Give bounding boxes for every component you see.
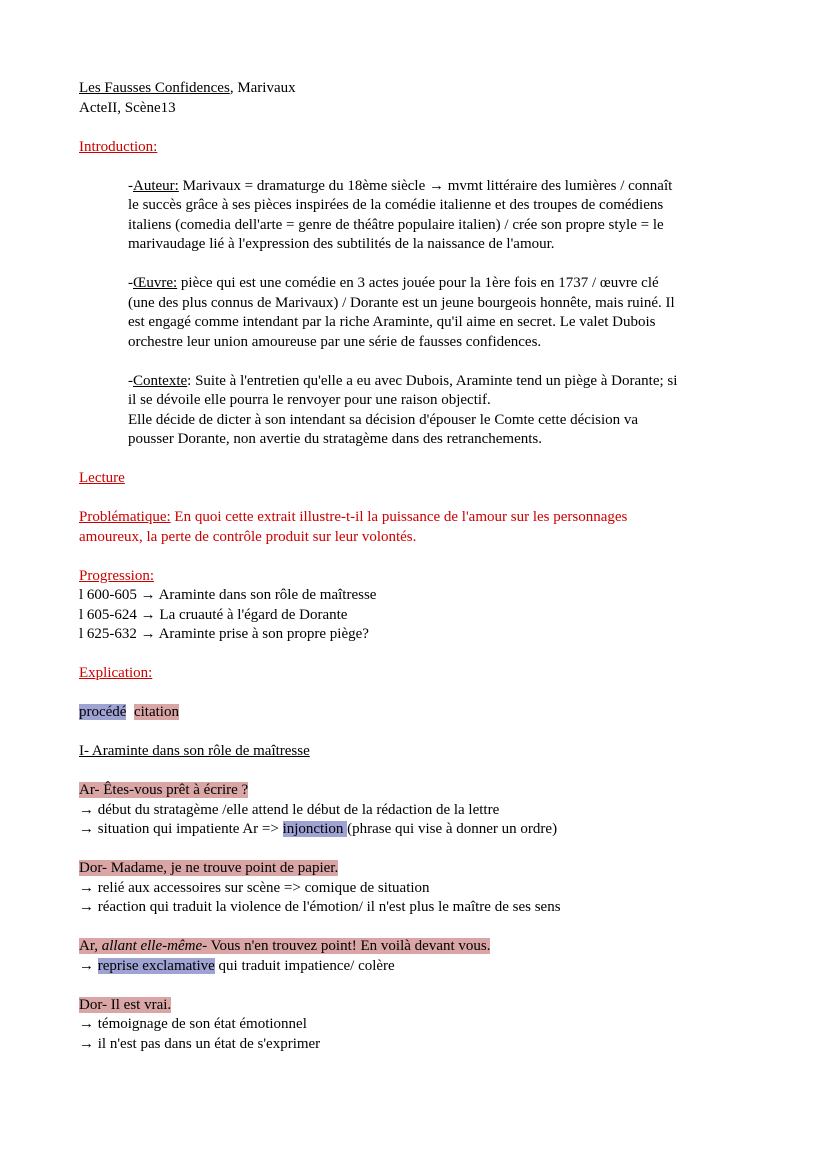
citation-speech: - Vous n'en trouvez point! En voilà devant vous. xyxy=(202,938,491,954)
contexte-line: : Suite à l'entretien qu'elle a eu avec Dubois, Araminte tend un piège à Dorante; si xyxy=(187,372,678,389)
legend-citation: citation xyxy=(133,704,179,720)
analysis-block xyxy=(79,781,749,840)
problematique-text: En quoi cette extrait illustre-t-il la puissance de l'amour sur les personnages xyxy=(170,509,628,525)
explication-heading: Explication: xyxy=(79,665,153,681)
analysis-line xyxy=(79,957,749,977)
progression-item: l 600-605 → Araminte dans son rôle de maîtresse xyxy=(79,587,377,603)
introduction-heading: Introduction: xyxy=(79,138,158,155)
progression-heading: Progression: xyxy=(79,567,154,584)
problematique-label: Problématique: xyxy=(79,509,171,525)
analysis-line: → témoignage de son état émotionnel xyxy=(79,1016,307,1032)
analysis-line xyxy=(79,820,749,840)
contexte-label: Contexte xyxy=(133,372,188,389)
procede-term: reprise exclamative xyxy=(97,957,215,974)
problematique-text: amoureux, la perte de contrôle produit sur leur volontés. xyxy=(79,528,417,545)
citation-speaker: Ar, xyxy=(79,938,102,954)
citation-text xyxy=(79,938,490,954)
analysis-text: (phrase qui vise à donner un ordre) xyxy=(347,821,558,837)
oeuvre-line: (une des plus connus de Marivaux) / Dorante est un jeune bourgeois honnête, mais ruiné. Il xyxy=(128,294,675,311)
citation-text: Ar- Êtes-vous prêt à écrire ? xyxy=(79,782,249,798)
contexte-line: il se dévoile elle pourra le renvoyer pour une raison objectif. xyxy=(128,392,491,408)
title-line xyxy=(79,79,749,99)
oeuvre-label: Œuvre: xyxy=(133,275,178,291)
contexte-line: pousser Dorante, non avertie du stratagème dans des retranchements. xyxy=(128,431,543,447)
analysis-block xyxy=(79,996,749,1055)
progression-item: l 605-624 → La cruauté à l'égard de Dorante xyxy=(79,606,348,623)
lecture-heading: Lecture xyxy=(79,470,125,486)
oeuvre-line: pièce qui est une comédie en 3 actes jouée pour la 1ère fois en 1737 / œuvre clé xyxy=(180,275,659,291)
problematique-line xyxy=(79,508,749,528)
progression-item: l 625-632 → Araminte prise à son propre piège? xyxy=(79,626,369,642)
analysis-line: → début du stratagème /elle attend le début de la rédaction de la lettre xyxy=(79,801,500,818)
legend-procede: procédé xyxy=(79,704,127,720)
auteur-line: italiens (comedia dell'arte = genre de théâtre populaire italien) / crée son propre style = le xyxy=(128,216,664,233)
analysis-line: → il n'est pas dans un état de s'exprimer xyxy=(79,1035,321,1052)
auteur-label: Auteur: xyxy=(133,177,179,194)
oeuvre-line: est engagé comme intendant par la riche Araminte, qu'il aime en secret. Le valet Dubois xyxy=(128,314,656,330)
auteur-line: Marivaux = dramaturge du 18ème siècle → mvmt littéraire des lumières / connaît xyxy=(182,177,673,194)
analysis-block xyxy=(79,859,749,918)
work-title: Les Fausses Confidences xyxy=(79,80,230,96)
scene-line: ActeII, Scène13 xyxy=(79,99,176,116)
document-content xyxy=(79,79,749,1054)
analysis-line: → relié aux accessoires sur scène => comique de situation xyxy=(79,879,430,896)
contexte-paragraph: -Contexte: Suite à l'entretien qu'elle a eu avec Dubois, Araminte tend un piège à Dorante; si il se dévoile elle pourra le renvoyer pour une raison objectif. Elle décide de dicter à son intendant sa décision d'épouser le Comte cette décision va pousser Dorante, non avertie du stratagème dans des retranchements. xyxy=(79,372,749,450)
citation-text: Dor- Il est vrai. xyxy=(79,996,172,1013)
author-name: , Marivaux xyxy=(229,80,296,96)
oeuvre-paragraph: -Œuvre: pièce qui est une comédie en 3 actes jouée pour la 1ère fois en 1737 / œuvre clé (une des plus connus de Marivaux) / Dorante est un jeune bourgeois honnête, mais ruiné. Il est engagé comme intendant par la riche Araminte, qu'il aime en secret. Le valet Dubois orchestre leur union amoureuse par une série de fausses confidences. xyxy=(79,274,749,352)
analysis-text: qui traduit impatience/ colère xyxy=(214,957,395,974)
section-title: I- Araminte dans son rôle de maîtresse xyxy=(79,743,310,759)
procede-term: injonction xyxy=(282,821,348,837)
analysis-text: → xyxy=(79,957,98,974)
citation-text: Dor- Madame, je ne trouve point de papier. xyxy=(79,860,339,876)
auteur-paragraph: -Auteur: Marivaux = dramaturge du 18ème siècle → mvmt littéraire des lumières / connaît le succès grâce à ses pièces inspirées de la comédie italienne et des troupes de comédiens italiens (comedia dell'arte = genre de théâtre populaire italien) / crée son propre style = le marivaudage lié à l'expression des subtilités de la naissance de l'amour. xyxy=(79,177,749,255)
analysis-block xyxy=(79,937,749,976)
analysis-text: → situation qui impatiente Ar => xyxy=(79,821,283,837)
stage-direction: allant elle-même xyxy=(101,938,203,954)
auteur-line: marivaudage lié à l'expression des subtilités de la naissance de l'amour. xyxy=(128,236,555,252)
highlight-legend xyxy=(79,703,749,723)
oeuvre-line: orchestre leur union amoureuse par une série de fausses confidences. xyxy=(128,333,542,350)
contexte-line: Elle décide de dicter à son intendant sa décision d'épouser le Comte cette décision va xyxy=(128,411,639,428)
auteur-line: le succès grâce à ses pièces inspirées de la comédie italienne et des troupes de comédiens xyxy=(128,197,664,213)
analysis-line: → réaction qui traduit la violence de l'émotion/ il n'est plus le maître de ses sens xyxy=(79,899,561,915)
